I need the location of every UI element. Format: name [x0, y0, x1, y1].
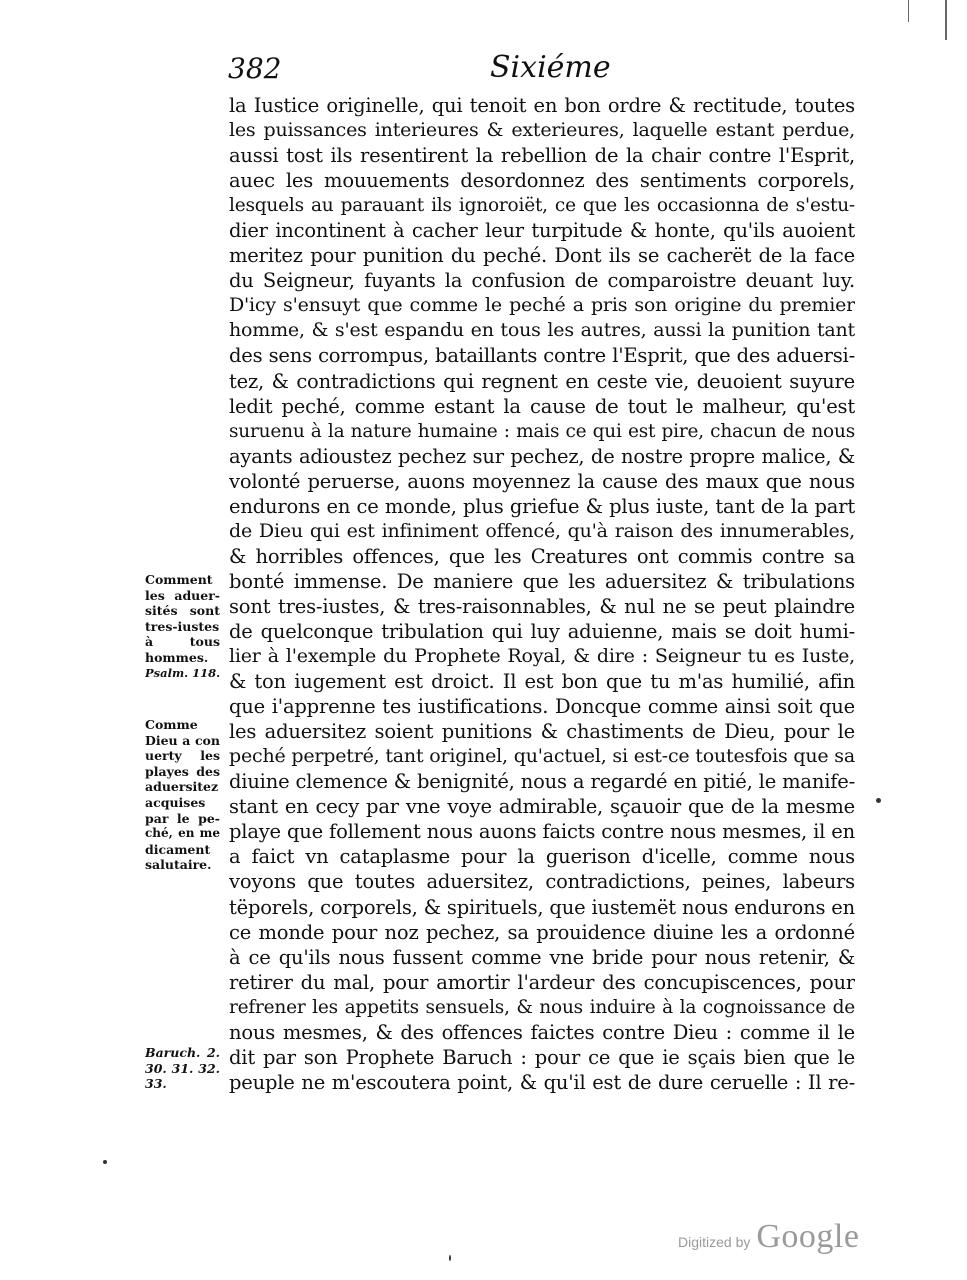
text-line: voyons que toutes aduersitez, contradictions, peines, labeurs [229, 870, 855, 894]
text-line: ce monde pour noz pechez, sa prouidence diuine les a ordonné [229, 920, 855, 944]
text-line: lesquels au parauant ils ignoroiët, ce que les occasionna de s'estu- [229, 195, 855, 217]
text-line: tez, & contradictions qui regnent en ceste vie, deuoient suyure [229, 369, 855, 393]
text-line: sont tres-iustes, & tres-raisonnables, & nul ne se peut plaindre [229, 594, 855, 618]
marginal-reference: Psalm. 118. [145, 665, 220, 680]
running-head: Sixiéme [490, 50, 611, 85]
text-line: diuine clemence & benignité, nous a regardé en pitié, le manife- [229, 770, 855, 794]
text-line: de quelconque tribulation qui luy aduienne, mais se doit humi- [229, 619, 855, 643]
text-line: aussi tost ils resentirent la rebellion de la chair contre l'Esprit, [229, 144, 855, 168]
text-line: & horribles offences, que les Creatures ont commis contre sa [229, 544, 855, 568]
marginal-line: par le pe- [145, 810, 220, 826]
ink-speck [103, 1160, 107, 1164]
text-line: que i'apprenne tes iustifications. Doncque comme ainsi soit que [229, 695, 855, 719]
text-line: refrener les appetits sensuels, & nous induire à la cognoissance de [229, 996, 855, 1018]
ink-speck [876, 798, 881, 803]
marginal-note-remedy [145, 717, 220, 873]
text-line: la Iustice originelle, qui tenoit en bon ordre & rectitude, toutes [229, 94, 855, 117]
marginal-line: à tous [145, 634, 220, 650]
text-line: lier à l'exemple du Prophete Royal, & dire : Seigneur tu es Iuste, [229, 645, 855, 668]
marginal-line: Dieu a con [145, 732, 220, 748]
marginal-line: tres-iustes [145, 618, 220, 634]
text-line: les aduersitez soient punitions & chastiments de Dieu, pour le [229, 720, 855, 744]
ink-speck [449, 1255, 451, 1261]
marginal-reference: Baruch. 2. [145, 1045, 220, 1060]
marginal-line: Comme [145, 717, 198, 732]
text-line: peuple ne m'escoutera point, & qu'il est de dure ceruelle : Il re- [229, 1070, 855, 1094]
marginal-line: uerty les [145, 748, 220, 764]
marginal-line: sités sont [145, 603, 220, 619]
marginal-reference: 30. 31. 32. [145, 1060, 220, 1076]
text-line: a faict vn cataplasme pour la guerison d'icelle, comme nous [229, 845, 855, 869]
text-line: homme, & s'est espandu en tous les autres, aussi la punition tant [229, 319, 855, 342]
text-line: playe que follement nous auons faicts contre nous mesmes, il en [229, 820, 855, 844]
marginal-note-baruch [145, 1045, 220, 1092]
scan-edge-line [945, 0, 947, 40]
text-line: nous mesmes, & des offences faictes contre Dieu : comme il le [229, 1020, 855, 1044]
scan-edge-line [908, 0, 909, 22]
digitized-by-label: Digitized by [678, 1234, 751, 1250]
text-line: ayants adioustez pechez sur pechez, de nostre propre malice, & [229, 444, 855, 468]
marginal-line: dicament [145, 841, 211, 857]
text-line: meritez pour punition du peché. Dont ils se cacherët de la face [229, 244, 855, 268]
text-line: stant en cecy par vne voye admirable, sçauoir que de la mesme [229, 795, 855, 819]
text-line: à ce qu'ils nous fussent comme vne bride pour nous retenir, & [229, 945, 855, 969]
marginal-line: Comment [145, 572, 213, 587]
marginal-line: ché, en me [145, 826, 220, 841]
text-line: du Seigneur, fuyants la confusion de comparoistre deuant luy. [229, 269, 855, 293]
marginal-line: playes des [145, 763, 220, 779]
text-line: & ton iugement est droict. Il est bon que tu m'as humilié, afin [229, 670, 855, 694]
text-line: de Dieu qui est infiniment offencé, qu'à raison des innumerables, [229, 519, 855, 542]
text-line: D'icy s'ensuyt que comme le peché a pris son origine du premier [229, 294, 855, 317]
page-number: 382 [228, 52, 282, 85]
text-line: retirer du mal, pour amortir l'ardeur des concupiscences, pour [229, 970, 855, 994]
marginal-line: hommes. [145, 649, 209, 665]
marginal-line: salutaire. [145, 857, 212, 873]
text-line: auec les mouuements desordonnez des sentiments corporels, [229, 169, 855, 193]
text-line: peché perpetré, tant originel, qu'actuel, si est-ce toutesfois que sa [229, 745, 855, 768]
text-line: ledit peché, comme estant la cause de tout le malheur, qu'est [229, 394, 855, 418]
marginal-line: acquises [145, 794, 206, 810]
text-line: tëporels, corporels, & spirituels, que iustemët nous endurons en [229, 895, 855, 919]
text-line: les puissances interieures & exterieures, laquelle estant perdue, [229, 119, 855, 142]
marginal-note-adversities [145, 572, 220, 681]
marginal-line: aduersitez [145, 779, 219, 795]
body-text [229, 93, 855, 1095]
text-line: volonté peruerse, auons moyennez la cause des maux que nous [229, 469, 855, 493]
text-line: bonté immense. De maniere que les aduersitez & tribulations [229, 569, 855, 593]
marginal-reference: 33. [145, 1076, 167, 1092]
marginal-line: les aduer- [145, 587, 220, 603]
text-line: dit par son Prophete Baruch : pour ce que ie sçais bien que le [229, 1045, 855, 1069]
google-logo: Google [756, 1218, 860, 1255]
digitized-footer [678, 1218, 859, 1256]
text-line: dier incontinent à cacher leur turpitude & honte, qu'ils auoient [229, 219, 855, 243]
text-line: endurons en ce monde, plus griefue & plus iuste, tant de la part [229, 494, 855, 518]
text-line: suruenu à la nature humaine : mais ce qui est pire, chacun de nous [229, 420, 855, 442]
text-line: des sens corrompus, bataillants contre l'Esprit, que des aduersi- [229, 344, 855, 368]
